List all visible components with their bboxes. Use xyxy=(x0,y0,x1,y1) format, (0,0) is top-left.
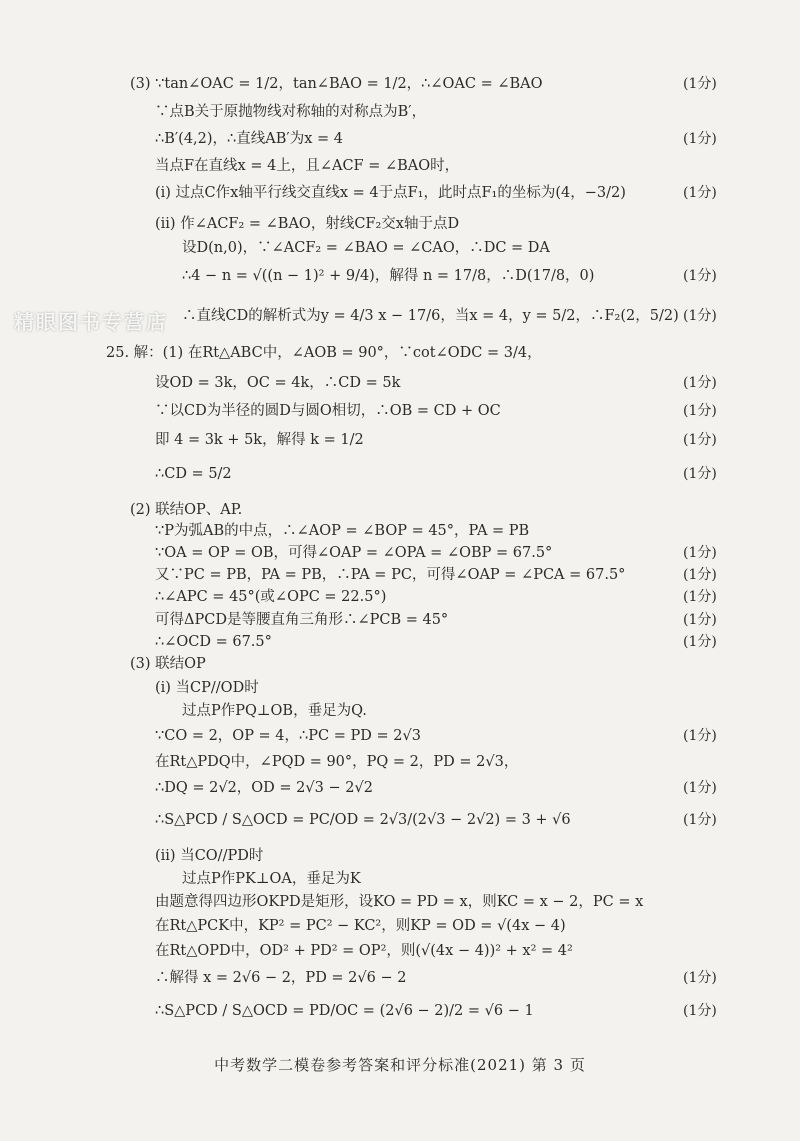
solution-text: ∴CD = 5/2 xyxy=(155,466,232,482)
solution-text: (3) ∵tan∠OAC = 1/2，tan∠BAO = 1/2，∴∠OAC = ∠BAO xyxy=(130,76,543,92)
solution-text: 由题意得四边形OKPD是矩形，设KO = PD = x，则KC = x − 2，PC = x xyxy=(155,894,644,910)
solution-text: (ii) 当CO//PD时 xyxy=(155,848,264,864)
solution-text: ∵CO = 2，OP = 4，∴PC = PD = 2√3 xyxy=(155,728,421,744)
solution-text: 过点P作PK⊥OA，垂足为K xyxy=(182,871,361,887)
score-mark: (1分) xyxy=(683,76,717,92)
score-mark: (1分) xyxy=(683,466,717,482)
solution-text: 当点F在直线x = 4上，且∠ACF = ∠BAO时， xyxy=(155,158,460,174)
solution-text: ∵以CD为半径的圆D与圆O相切，∴OB = CD + OC xyxy=(155,403,501,419)
score-mark: (1分) xyxy=(683,612,717,628)
solution-text: 在Rt△OPD中，OD² + PD² = OP²，则(√(4x − 4))² + x² = 4² xyxy=(155,943,573,959)
solution-text: 即 4 = 3k + 5k，解得 k = 1/2 xyxy=(155,432,364,448)
solution-text: ∴∠OCD = 67.5° xyxy=(155,634,272,650)
score-mark: (1分) xyxy=(683,308,717,324)
score-mark: (1分) xyxy=(683,545,717,561)
solution-text: (2) 联结OP、AP. xyxy=(130,502,243,518)
solution-text: ∵OA = OP = OB，可得∠OAP = ∠OPA = ∠OBP = 67.5° xyxy=(155,545,553,561)
solution-text: ∴∠APC = 45°(或∠OPC = 22.5°) xyxy=(155,589,387,605)
solution-text: ∴B′(4,2)，∴直线AB′为x = 4 xyxy=(155,131,343,147)
solution-text: ∵点B关于原抛物线对称轴的对称点为B′， xyxy=(155,104,427,120)
solution-text: ∴直线CD的解析式为y = 4/3 x − 17/6，当x = 4，y = 5/2，∴F₂(2，5/2) xyxy=(182,308,679,324)
watermark: 精眼图书专营店 xyxy=(14,310,168,334)
score-mark: (1分) xyxy=(683,131,717,147)
score-mark: (1分) xyxy=(683,1003,717,1019)
solution-text: ∴DQ = 2√2，OD = 2√3 − 2√2 xyxy=(155,780,373,796)
solution-text: ∵P为弧AB的中点，∴∠AOP = ∠BOP = 45°，PA = PB xyxy=(155,523,530,539)
solution-text: 可得ΔPCD是等腰直角三角形∴∠PCB = 45° xyxy=(155,612,449,628)
score-mark: (1分) xyxy=(683,567,717,583)
solution-text: (i) 过点C作x轴平行线交直线x = 4于点F₁，此时点F₁的坐标为(4，−3/2) xyxy=(155,185,626,201)
score-mark: (1分) xyxy=(683,403,717,419)
solution-text: 又∵PC = PB，PA = PB，∴PA = PC，可得∠OAP = ∠PCA = 67.5° xyxy=(155,567,626,583)
solution-text: (ii) 作∠ACF₂ = ∠BAO，射线CF₂交x轴于点D xyxy=(155,216,460,232)
score-mark: (1分) xyxy=(683,780,717,796)
score-mark: (1分) xyxy=(683,970,717,986)
solution-text: ∴解得 x = 2√6 − 2，PD = 2√6 − 2 xyxy=(155,970,407,986)
score-mark: (1分) xyxy=(683,375,717,391)
solution-text: (i) 当CP//OD时 xyxy=(155,680,259,696)
score-mark: (1分) xyxy=(683,728,717,744)
score-mark: (1分) xyxy=(683,185,717,201)
score-mark: (1分) xyxy=(683,812,717,828)
solution-text: (3) 联结OP xyxy=(130,656,206,672)
solution-text: 在Rt△PDQ中，∠PQD = 90°，PQ = 2，PD = 2√3， xyxy=(155,754,519,770)
solution-text: ∴S△PCD / S△OCD = PC/OD = 2√3/(2√3 − 2√2) = 3 + √6 xyxy=(155,812,571,828)
solution-text: 在Rt△PCK中，KP² = PC² − KC²，则KP = OD = √(4x − 4) xyxy=(155,918,566,934)
score-mark: (1分) xyxy=(683,634,717,650)
solution-text: 设OD = 3k，OC = 4k，∴CD = 5k xyxy=(155,375,401,391)
score-mark: (1分) xyxy=(683,589,717,605)
solution-text: 设D(n,0)，∵∠ACF₂ = ∠BAO = ∠CAO，∴DC = DA xyxy=(182,240,550,256)
solution-text: ∴S△PCD / S△OCD = PD/OC = (2√6 − 2)/2 = √6 − 1 xyxy=(155,1003,534,1019)
score-mark: (1分) xyxy=(683,268,717,284)
score-mark: (1分) xyxy=(683,432,717,448)
solution-text: ∴4 − n = √((n − 1)² + 9/4)，解得 n = 17/8，∴D(17/8，0) xyxy=(182,268,595,284)
solution-text: 25. 解：(1) 在Rt△ABC中，∠AOB = 90°，∵cot∠ODC = 3/4， xyxy=(106,345,542,361)
solution-text: 过点P作PQ⊥OB，垂足为Q. xyxy=(182,703,367,719)
page-footer: 中考数学二模卷参考答案和评分标准(2021) 第 3 页 xyxy=(214,1056,586,1074)
